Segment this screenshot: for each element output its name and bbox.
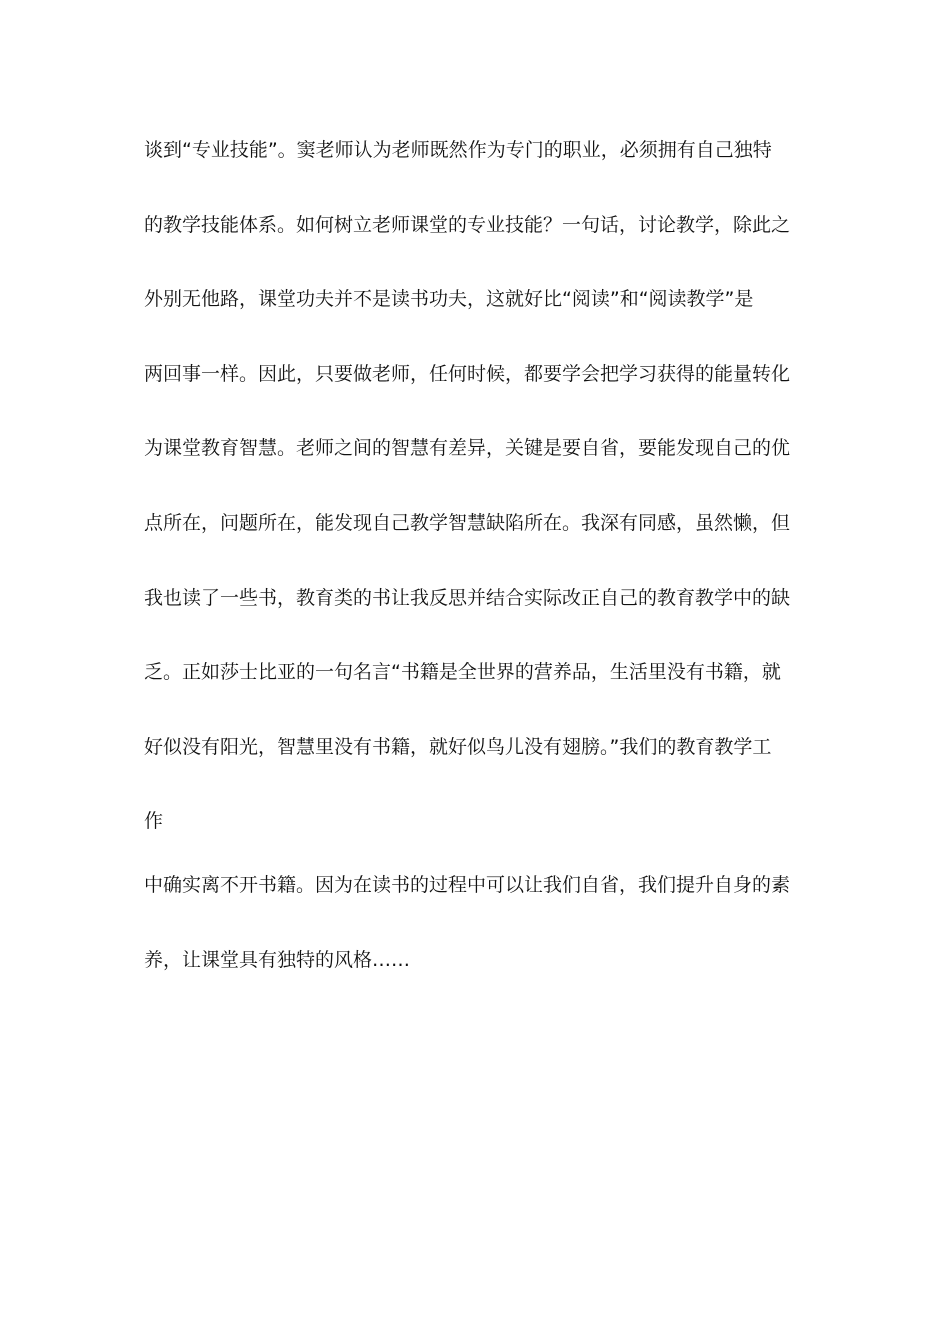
text-line: 好似没有阳光，智慧里没有书籍，就好似鸟儿没有翅膀。”我们的教育教学工 [144,735,772,758]
text-line: 养，让课堂具有独特的风格…… [144,948,411,971]
text-line: 作 [144,810,164,833]
text-line: 外别无他路，课堂功夫并不是读书功夫，这就好比“阅读”和“阅读教学”是 [144,288,754,311]
text-line: 点所在，问题所在，能发现自己教学智慧缺陷所在。我深有同感，虽然懒，但 [144,511,791,534]
text-line: 两回事一样。因此，只要做老师，任何时候，都要学会把学习获得的能量转化 [144,362,791,385]
text-line: 的教学技能体系。如何树立老师课堂的专业技能？一句话，讨论教学，除此之 [144,213,791,236]
text-line: 谈到“专业技能”。窦老师认为老师既然作为专门的职业，必须拥有自己独特 [144,139,772,161]
text-line: 为课堂教育智慧。老师之间的智慧有差异，关键是要自省，要能发现自己的优 [144,437,791,460]
text-line: 乏。正如莎士比亚的一句名言“书籍是全世界的营养品，生活里没有书籍，就 [144,661,781,684]
text-line: 我也读了一些书，教育类的书让我反思并结合实际改正自己的教育教学中的缺 [144,586,791,609]
text-line: 中确实离不开书籍。因为在读书的过程中可以让我们自省，我们提升自身的素 [144,874,791,897]
body-text [144,130,806,1015]
